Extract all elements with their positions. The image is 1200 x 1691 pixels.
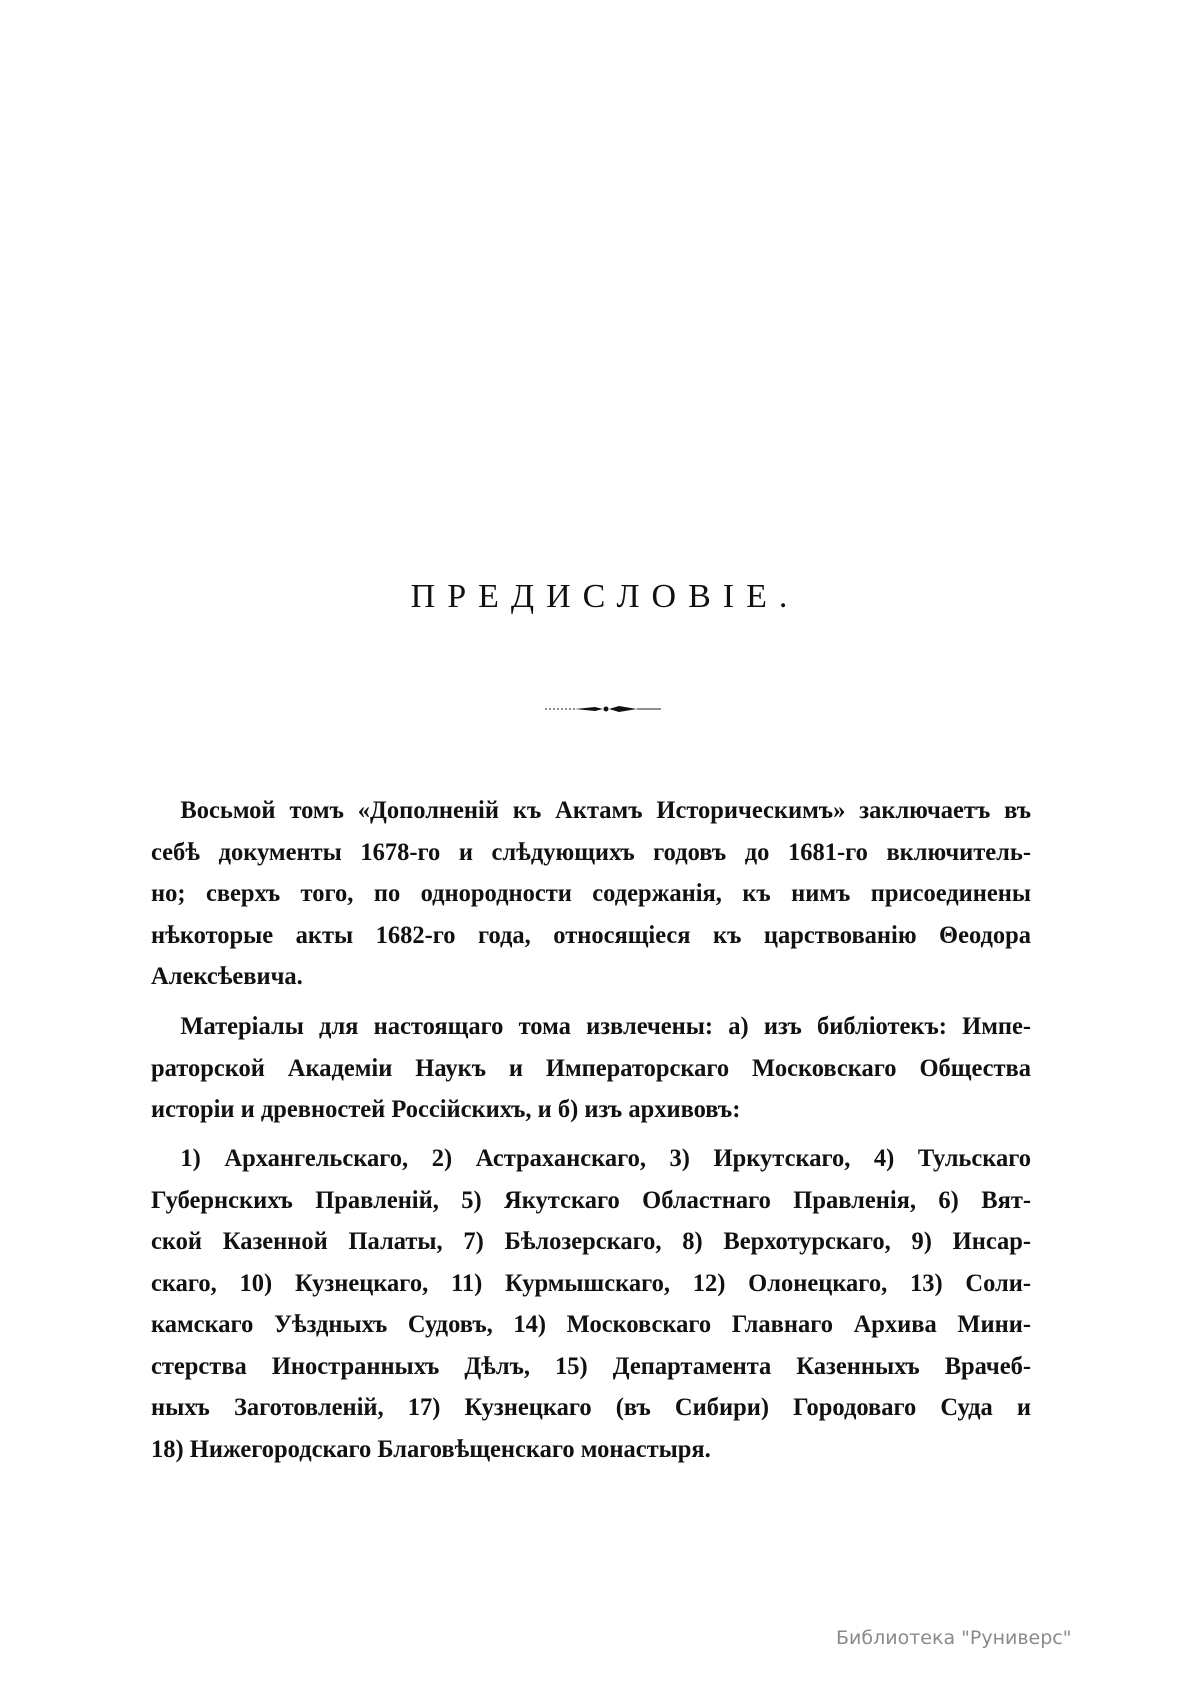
text-line: исторіи и древностей Россійскихъ, и б) изъ архивовъ: <box>151 1096 741 1123</box>
text-line: 18) Нижегородскаго Благовѣщенскаго монастыря. <box>151 1435 711 1463</box>
paragraph-2 <box>151 1006 1049 1131</box>
text-line: Губернскихъ Правленій, 5) Якутскаго Областнаго Правленія, 6) Вят- <box>151 1186 1032 1214</box>
text-line: скаго, 10) Кузнецкаго, 11) Курмышскаго, 12) Олонецкаго, 13) Соли- <box>151 1269 1032 1297</box>
text-line: ныхъ Заготовленій, 17) Кузнецкаго (въ Сибири) Городоваго Суда и <box>151 1394 1032 1421</box>
text-line: 1) Архангельскаго, 2) Астраханскаго, 3) Иркутскаго, 4) Тульскаго <box>180 1145 1032 1172</box>
text-line: камскаго Уѣздныхъ Судовъ, 14) Московскаго Главнаго Архива Мини- <box>151 1311 1032 1338</box>
text-line: ской Казенной Палаты, 7) Бѣлозерскаго, 8) Верхотурскаго, 9) Инсар- <box>151 1228 1032 1255</box>
text-line: стерства Иностранныхъ Дѣлъ, 15) Департамента Казенныхъ Врачеб- <box>151 1352 1032 1380</box>
ornament-divider-icon <box>545 702 661 716</box>
text-line: Матеріалы для настоящаго тома извлечены: а) изъ библіотекъ: Импе- <box>180 1013 1032 1040</box>
text-line: Восьмой томъ «Дополненій къ Актамъ Историческимъ» заключаетъ въ <box>180 797 1032 824</box>
text-line: нѣкоторые акты 1682-го года, относящіеся къ царствованію Θеодора <box>151 921 1032 949</box>
text-line: Алексѣевича. <box>151 963 303 990</box>
paragraph-3 <box>151 1138 1049 1470</box>
text-line: раторской Академіи Наукъ и Императорскаго Московскаго Общества <box>151 1054 1032 1082</box>
text-line: но; сверхъ того, по однородности содержанія, къ нимъ присоединены <box>151 880 1032 907</box>
library-watermark: Библиотека "Руниверс" <box>836 1627 1072 1649</box>
paragraph-1 <box>151 790 1049 998</box>
page-title: ПРЕДИСЛОВІЕ. <box>410 578 800 615</box>
text-line: себѣ документы 1678-го и слѣдующихъ годовъ до 1681-го включитель- <box>151 838 1032 866</box>
